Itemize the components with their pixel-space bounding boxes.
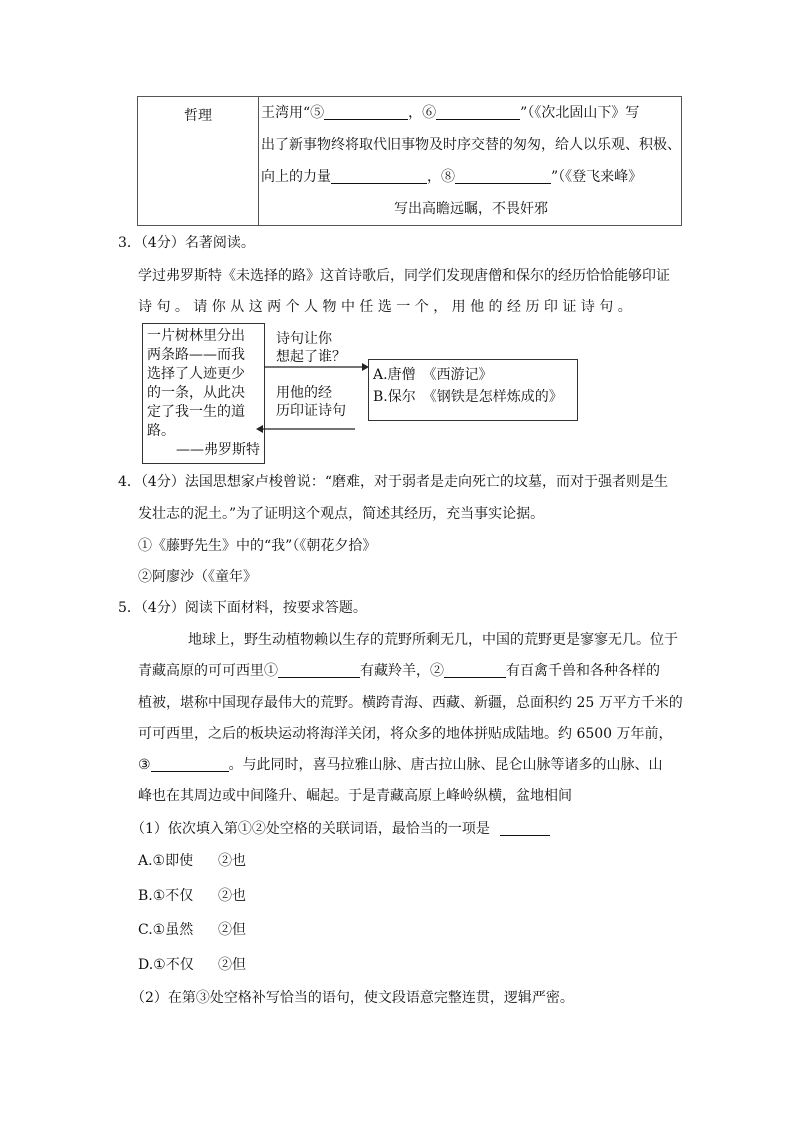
q3-line-2: 诗 句 。 请 你 从 这 两 个 人 物 中 任 选 一 个 ， 用 他 的 经 历 印 证 诗 句 。	[138, 299, 632, 315]
table-content-cell	[259, 97, 682, 226]
q5-header: 5．（4分）阅读下面材料，按要求答题。	[118, 600, 367, 616]
choice-c[interactable]: C.①虽然 ②但	[138, 922, 246, 938]
answer-blank-q5-2[interactable]	[444, 661, 506, 678]
table-line-4: 写出高瞻远瞩，不畏奸邪	[394, 201, 548, 217]
answer-blank-q5-choice[interactable]	[500, 819, 550, 836]
left-arrow-icon	[255, 424, 357, 434]
arrow-bottom-label: 用他的经 历印证诗句	[276, 385, 346, 419]
choice-b[interactable]: B.①不仅 ②也	[138, 888, 246, 904]
table-label-cell	[138, 97, 259, 226]
q4-item-1: ①《藤野先生》中的“我”（《朝花夕拾》	[138, 538, 377, 554]
q5-sub-question-2: （2）在第③处空格补写恰当的语句，使文段语意完整连贯，逻辑严密。	[131, 990, 574, 1006]
q5-para-line-2: 青藏高原的可可西里① 有藏羚羊，② 有百禽千兽和各种各样的	[138, 663, 660, 679]
answer-blank-q5-1[interactable]	[278, 661, 360, 678]
q4-item-2: ②阿廖沙（《童年》	[138, 569, 257, 585]
poem-author: ——弗罗斯特	[176, 442, 260, 458]
q5-sub-question-1: （1）依次填入第①②处空格的关联词语，最恰当的一项是	[131, 818, 550, 838]
q4-header: 4．（4分）法国思想家卢梭曾说：“磨难，对于弱者是走向死亡的坟墓，而对于强者则是生	[118, 474, 668, 490]
poem-box: 一片树林里分出 两条路——而我 选择了人迹更少 的一条，从此决 定了我一生的道 路。 ——弗罗斯特	[142, 323, 265, 464]
philosophy-table	[137, 96, 682, 226]
q5-para-line-3: 植被，堪称中国现存最伟大的荒野。横跨青海、西藏、新疆，总面积约 25 万平方千米的	[138, 695, 683, 711]
answer-blank-7[interactable]	[331, 167, 427, 184]
answer-blank-6[interactable]	[436, 103, 520, 120]
answer-blank-q5-3[interactable]	[151, 755, 229, 772]
character-options-box	[368, 359, 578, 421]
q3-header: 3．（4分）名著阅读。	[118, 235, 255, 251]
option-paul: B.保尔 《钢铁是怎样炼成的》	[373, 389, 563, 405]
arrow-top-label: 诗句让你 想起了谁？	[276, 331, 346, 365]
table-label: 哲理	[184, 108, 212, 124]
q5-para-line-6: 峰也在其周边或中间隆升、崛起。于是青藏高原上峰岭纵横，盆地相间	[138, 788, 572, 804]
answer-blank-5[interactable]	[324, 103, 408, 120]
q3-line-1: 学过弗罗斯特《未选择的路》这首诗歌后，同学们发现唐僧和保尔的经历恰恰能够印证	[138, 268, 670, 284]
q5-para-line-5: ③ 。与此同时，喜马拉雅山脉、唐古拉山脉、昆仑山脉等诸多的山脉、山	[138, 757, 663, 773]
q5-para-line-1: 地球上，野生动植物赖以生存的荒野所剩无几，中国的荒野更是寥寥无几。位于	[188, 632, 678, 648]
choice-d[interactable]: D.①不仅 ②但	[138, 957, 246, 973]
table-line-1: 王湾用“⑤ ，⑥ ”（《次北固山下》写	[261, 105, 640, 121]
option-tangseng: A.唐僧 《西游记》	[373, 367, 493, 383]
answer-blank-8[interactable]	[455, 167, 551, 184]
table-line-2: 出了新事物终将取代旧事物及时序交替的匆匆，给人以乐观、积极、	[261, 137, 681, 153]
right-arrow-icon	[262, 362, 370, 372]
q4-line-2: 发壮志的泥土。”为了证明这个观点，简述其经历，充当事实论据。	[138, 506, 545, 522]
q5-para-line-4: 可可西里，之后的板块运动将海洋关闭，将众多的地体拼贴成陆地。约 6500 万年前，	[138, 726, 673, 742]
table-line-3: 向上的力量 ，⑧ ”（《登飞来峰》	[261, 169, 643, 185]
choice-a[interactable]: A.①即使 ②也	[138, 853, 246, 869]
